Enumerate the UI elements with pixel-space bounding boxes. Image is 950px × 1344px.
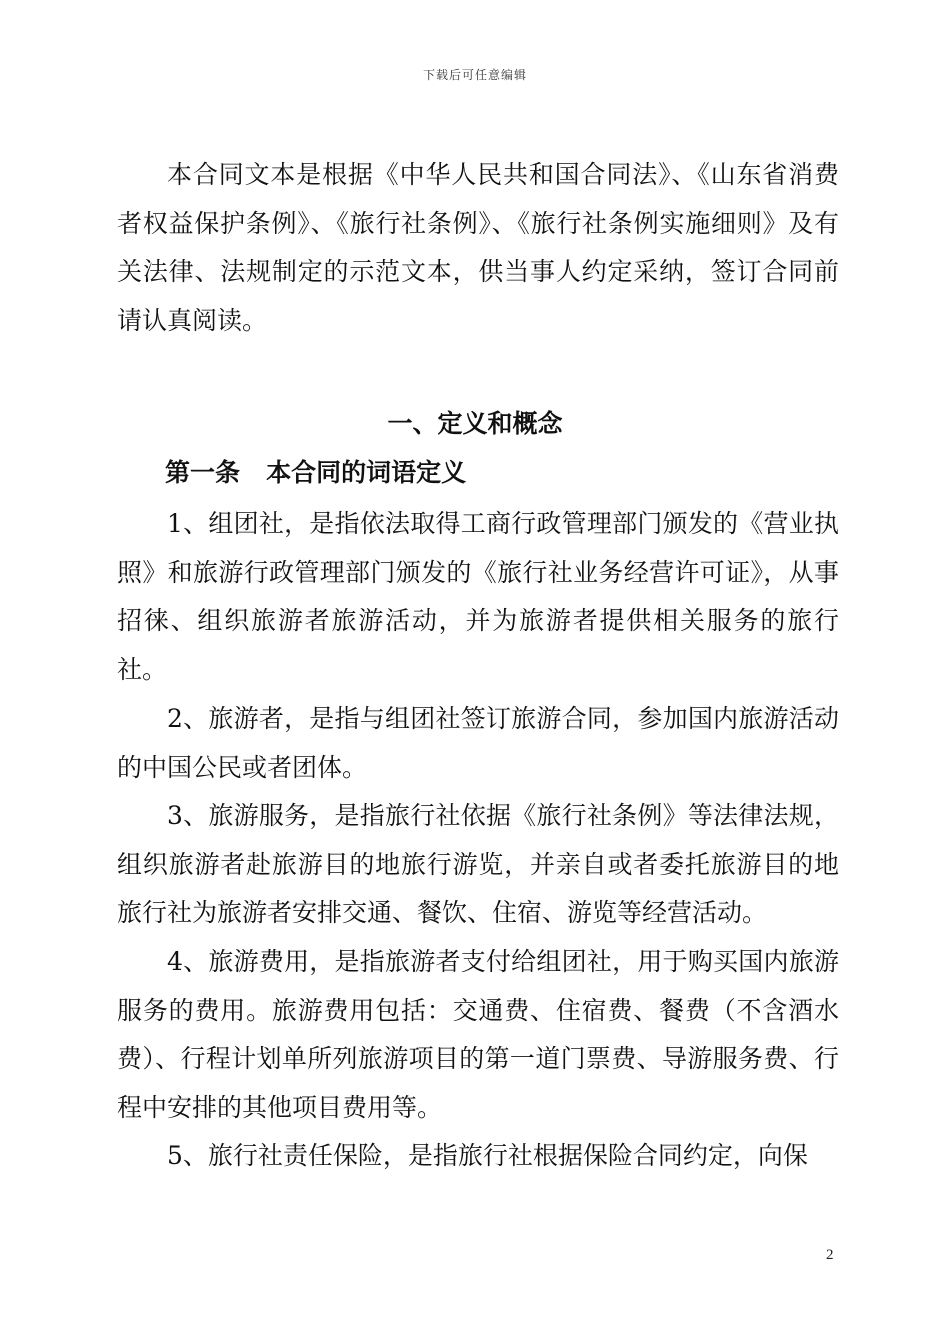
article-title: 第一条 本合同的词语定义 bbox=[165, 458, 467, 487]
clause-3: 3、旅游服务，是指旅行社依据《旅行社条例》等法律法规，组织旅游者赴旅游目的地旅行游览，并亲自或者委托旅游目的地旅行社为旅游者安排交通、餐饮、住宿、游览等经营活动。 bbox=[117, 801, 839, 927]
section-title: 一、定义和概念 bbox=[387, 409, 563, 438]
page-number: 2 bbox=[826, 1247, 834, 1263]
clause-1: 1、组团社，是指依法取得工商行政管理部门颁发的《营业执照》和旅游行政管理部门颁发的《旅行社业务经营许可证》，从事招徕、组织旅游者旅游活动，并为旅游者提供相关服务的旅行社。 bbox=[117, 509, 839, 684]
clause-4: 4、旅游费用，是指旅游者支付给组团社，用于购买国内旅游服务的费用。旅游费用包括：交通费、住宿费、餐费（不含酒水费）、行程计划单所列旅游项目的第一道门票费、导游服务费、行程中安排的其他项目费用等。 bbox=[117, 947, 839, 1122]
preamble-paragraph: 本合同文本是根据《中华人民共和国合同法》、《山东省消费者权益保护条例》、《旅行社条例》、《旅行社条例实施细则》及有关法律、法规制定的示范文本，供当事人约定采纳，签订合同前请认真阅读。 bbox=[117, 160, 839, 335]
page-header: 下载后可任意编辑 bbox=[422, 68, 527, 82]
clause-5: 5、旅行社责任保险，是指旅行社根据保险合同约定，向保 bbox=[167, 1141, 808, 1170]
clause-2: 2、旅游者，是指与组团社签订旅游合同，参加国内旅游活动的中国公民或者团体。 bbox=[117, 704, 839, 782]
